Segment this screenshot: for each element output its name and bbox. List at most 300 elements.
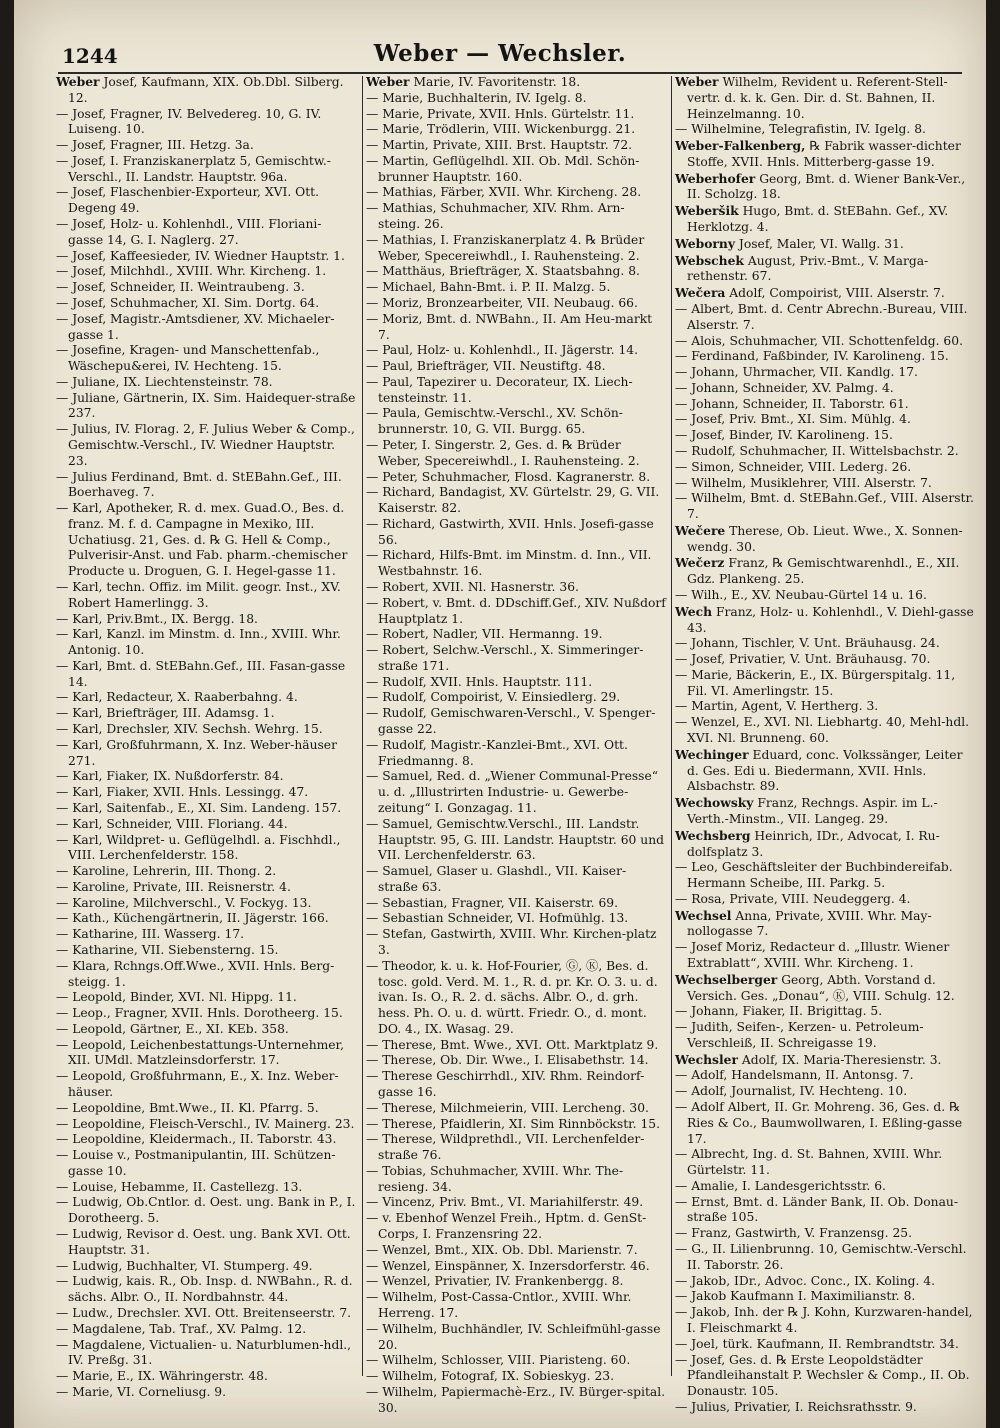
directory-entry [675,428,975,444]
directory-entry [675,491,975,523]
entry-text: — Karl, Apotheker, R. d. mex. Guad.O., Bes. d. franz. M. f. d. Campagne in Mexiko, III. Uchatiusg. 21, Ges. d. ℞ G. Hell & Comp., Pulverisir-Anst. und Fab. pharm.-chemischer Producte u. Droguen, G. I. Hegel-gasse 11. [56,501,348,579]
entry-text: — Karl, Briefträger, III. Adamsg. 1. [56,706,275,721]
entry-text: Hugo, Bmt. d. StEBahn. Gef., XV. Herklotzg. 4. [687,204,949,235]
directory-entry [366,438,666,470]
entry-surname: Weber [675,74,719,89]
entry-text: — Josef, I. Franziskanerplatz 5, Gemischtw.-Verschl., II. Landstr. Hauptstr. 96a. [56,153,331,184]
entry-text: — Johann, Fiaker, II. Brigittag. 5. [675,1004,883,1019]
entry-text: Adolf, IX. Maria-Theresienstr. 3. [737,1052,942,1067]
directory-entry [675,795,975,828]
directory-entry [56,880,356,896]
directory-entry [366,280,666,296]
entry-text: — Josef, Privatier, V. Unt. Bräuhausg. 70. [675,652,931,667]
directory-entry [675,860,975,892]
entry-text: — Josef, Schneider, II. Weintraubeng. 3. [56,280,305,295]
entry-text: — Katharine, III. Wasserg. 17. [56,927,245,942]
entry-text: — Rudolf, Schuhmacher, II. Wittelsbachstr. 2. [675,443,959,458]
directory-entry [56,1385,356,1401]
directory-entry [675,349,975,365]
directory-entry [56,817,356,833]
entry-text: Franz, Rechngs. Aspir. im L.-Verth.-Minstm., VII. Langeg. 29. [687,796,938,826]
directory-entry [366,927,666,959]
directory-entry [56,1148,356,1180]
entry-text: — Ludw., Drechsler. XVI. Ott. Breitenseerstr. 7. [56,1305,352,1320]
entry-text: — Johann, Schneider, XV. Palmg. 4. [675,380,894,395]
entry-surname: Weborny [675,235,735,251]
entry-text: — Adolf, Handelsmann, II. Antonsg. 7. [675,1068,914,1083]
entry-text: — Johann, Uhrmacher, VII. Kandlg. 17. [675,365,918,380]
entry-text: — v. Ebenhof Wenzel Freih., Hptm. d. GenSt-Corps, I. Franzensring 22. [366,1211,647,1242]
entry-text: — Marie, Trödlerin, VIII. Wickenburgg. 21. [366,122,636,137]
directory-entry [56,154,356,186]
entry-text: — Jakob, Inh. der ℞ J. Kohn, Kurzwaren-handel, I. Fleischmarkt 4. [675,1305,973,1335]
entry-text: — Josefine, Kragen- und Manschettenfab., Wäschepu&erei, IV. Hechteng. 15. [56,343,320,374]
entry-text: — Wilhelm, Musiklehrer, VIII. Alserstr. 7. [675,475,932,490]
entry-surname: Wečera [675,285,726,301]
entry-text: — Simon, Schneider, VIII. Lederg. 26. [675,459,912,474]
directory-entry [56,612,356,628]
entry-surname: Weber [56,74,100,89]
directory-entry [675,1195,975,1227]
entry-text: Heinrich, IDr., Advocat, I. Ru-dolfsplatz 3. [687,828,940,859]
entry-text: — Wilhelm, Bmt. d. StEBahn.Gef., VIII. Alserstr. 7. [675,491,974,522]
directory-entry [675,365,975,381]
directory-entry [56,107,356,139]
directory-entry [56,959,356,991]
directory-entry [675,74,975,122]
entry-text: — Josef, Fragner, IV. Belvedereg. 10, G. IV. Luiseng. 10. [56,106,322,137]
entry-surname: Weberhofer [675,170,756,186]
entry-text: — Samuel, Gemischtw.Verschl., III. Landstr. Hauptstr. 95, G. III. Landstr. Hauptstr. 60 und VII. Lerchenfelderstr. 63. [366,816,664,863]
directory-entry [675,412,975,428]
entry-text: — Marie, Buchhalterin, IV. Igelg. 8. [366,90,587,105]
entry-text: — Josef Moriz, Redacteur d. „Illustr. Wiener Extrablatt“, XVIII. Whr. Kircheng. 1. [675,940,950,970]
entry-text: — Katharine, VII. Siebensterng. 15. [56,942,279,957]
directory-entry [56,1369,356,1385]
directory-entry [56,375,356,391]
entry-text: — Josef, Milchhdl., XVIII. Whr. Kircheng. 1. [56,264,327,279]
directory-entry [675,523,975,556]
directory-entry [366,675,666,691]
entry-text: — Leopold, Leichenbestattungs-Unternehmer, XII. UMdl. Matzleinsdorferstr. 17. [56,1037,344,1068]
entry-text: — Tobias, Schuhmacher, XVIII. Whr. The-resieng. 34. [366,1163,624,1194]
entry-text: — Karl, Bmt. d. StEBahn.Gef., III. Fasan-gasse 14. [56,658,346,689]
entry-text: — Wenzel, Bmt., XIX. Ob. Dbl. Marienstr. 7. [366,1242,638,1257]
entry-text: — Sebastian, Fragner, VII. Kaiserstr. 69. [366,895,619,910]
directory-entry [366,185,666,201]
entry-surname: Wechsel [675,907,732,923]
entry-text: — Richard, Gastwirth, XVII. Hnls. Josefi-gasse 56. [366,516,654,547]
directory-entry [56,138,356,154]
entry-text: — Ludwig, Ob.Cntlor. d. Oest. ung. Bank in P., I. Dorotheerg. 5. [56,1195,356,1226]
page-number: 1244 [62,44,118,68]
directory-entry [56,690,356,706]
directory-entry [366,1353,666,1369]
entry-text: Anna, Private, XVIII. Whr. May-nollogasse 7. [687,908,932,939]
entry-surname: Wechinger [675,746,749,762]
entry-text: — Therese, Wildprethdl., VII. Lerchenfelder-straße 76. [366,1132,645,1163]
directory-entry [56,1180,356,1196]
entry-text: — Johann, Schneider, II. Taborstr. 61. [675,396,909,411]
directory-entry [675,940,975,972]
directory-entry [56,343,356,375]
entry-text: — Karl, Kanzl. im Minstm. d. Inn., XVIII. Whr. Antonig. 10. [56,627,341,658]
directory-entry [56,296,356,312]
directory-entry [675,1305,975,1337]
entry-text: — Klara, Rchngs.Off.Wwe., XVII. Hnls. Berg-steigg. 1. [56,958,335,989]
directory-entry [56,1227,356,1259]
directory-entry [675,397,975,413]
directory-entry [675,381,975,397]
entry-text: — Kath., Küchengärtnerin, II. Jägerstr. 166. [56,911,329,926]
directory-entry [366,359,666,375]
entry-text: — Josef, Flaschenbier-Exporteur, XVI. Ott. Degeng 49. [56,185,320,216]
entry-text: — Ernst, Bmt. d. Länder Bank, II. Ob. Donau-straße 105. [675,1194,958,1225]
entry-text: — Mathias, Färber, XVII. Whr. Kircheng. 28. [366,185,642,200]
directory-entry [366,1164,666,1196]
entry-text: — Leop., Fragner, XVII. Hnls. Dorotheerg. 15. [56,1006,343,1021]
directory-entry [675,1100,975,1147]
entry-text: — Josef, Fragner, III. Hetzg. 3a. [56,138,254,153]
entry-text: — Louise, Hebamme, II. Castellezg. 13. [56,1179,303,1194]
entry-text: — Karl, techn. Offiz. im Milit. geogr. Inst., XV. Robert Hamerlingg. 3. [56,580,341,610]
directory-entry [366,548,666,580]
directory-entry [366,769,666,816]
entry-text: — Alois, Schuhmacher, VII. Schottenfeldg. 60. [675,333,963,348]
directory-entry [56,217,356,249]
entry-text: — Therese, Milchmeierin, VIII. Lercheng. 30. [366,1100,649,1115]
directory-entry [366,343,666,359]
entry-text: — Juliane, Gärtnerin, IX. Sim. Haidequer-straße 237. [56,390,356,421]
directory-entry [675,747,975,795]
entry-text: — Ludwig, Buchhalter, VI. Stumperg. 49. [56,1258,313,1273]
entry-text: — Vincenz, Priv. Bmt., VI. Mariahilferstr. 49. [366,1195,644,1210]
directory-entry [56,738,356,770]
entry-text: — Wilhelm, Schlosser, VIII. Piaristeng. 60. [366,1353,631,1368]
entry-text: — Mathias, I. Franziskanerplatz 4. ℞ Brüder Weber, Specereiwhdl., I. Rauhensteing. 2. [366,232,645,263]
entry-text: — Martin, Agent, V. Hertherg. 3. [675,699,879,714]
directory-entry [56,74,356,107]
directory-entry [56,1259,356,1275]
directory-entry [56,864,356,880]
entry-text: Josef, Kaufmann, XIX. Ob.Dbl. Silberg. 12. [68,75,344,105]
entry-text: — Leopold, Gärtner, E., XI. KEb. 358. [56,1021,289,1036]
entry-text: — Josef, Magistr.-Amtsdiener, XV. Michaeler-gasse 1. [56,311,335,342]
directory-entry [366,201,666,233]
entry-text: — Josef, Ges. d. ℞ Erste Leopoldstädter Pfandleihanstalt P. Wechsler & Comp., II. Ob. Donaustr. 105. [675,1352,970,1399]
directory-entry [675,652,975,668]
directory-entry [56,1101,356,1117]
entry-surname: Wechselberger [675,971,778,987]
directory-entry [56,911,356,927]
directory-entry [366,1053,666,1069]
entry-text: — Franz, Gastwirth, V. Franzensg. 25. [675,1226,913,1241]
directory-entry [56,1195,356,1227]
entry-text: — Louise v., Postmanipulantin, III. Schützen-gasse 10. [56,1148,336,1178]
entry-text: — Robert, Selchw.-Verschl., X. Simmeringer-straße 171. [366,643,644,673]
entry-text: — Marie, Bäckerin, E., IX. Bürgerspitalg. 11, Fil. VI. Amerlingstr. 15. [675,667,956,698]
entry-text: — Martin, Geflügelhdl. XII. Ob. Mdl. Schön-brunner Hauptstr. 160. [366,153,640,184]
entry-text: — Albert, Bmt. d. Centr Abrechn.-Bureau, VIII. Alserstr. 7. [675,301,968,332]
directory-entry [366,1290,666,1322]
directory-entry [366,91,666,107]
entry-surname: Wech [675,603,713,619]
entry-text: — Therese Geschirrhdl., XIV. Rhm. Reindorf-gasse 16. [366,1069,645,1099]
entry-text: — Wilhelmine, Telegrafistin, IV. Igelg. 8. [675,122,926,137]
directory-entry [56,785,356,801]
directory-entry [366,1195,666,1211]
entry-text: August, Priv.-Bmt., V. Marga-rethenstr. 67. [687,253,929,284]
directory-entry [675,715,975,747]
entry-text: — Karl, Drechsler, XIV. Sechsh. Wehrg. 15. [56,722,323,737]
directory-entry [366,580,666,596]
entry-text: — Karoline, Private, III. Reisnerstr. 4. [56,879,291,894]
directory-entry [56,1006,356,1022]
directory-entry [675,1084,975,1100]
directory-entry [56,470,356,502]
entry-text: Adolf, Compoirist, VIII. Alserstr. 7. [725,286,945,301]
directory-entry [56,833,356,865]
entry-text: — Moriz, Bmt. d. NWBahn., II. Am Heu-markt 7. [366,311,653,342]
directory-entry [56,1038,356,1070]
directory-entry [56,896,356,912]
directory-entry [366,1038,666,1054]
entry-text: — Rosa, Private, VIII. Neudeggerg. 4. [675,891,911,906]
directory-entry [675,828,975,861]
entry-text: ℞ Fabrik wasser-dichter Stoffe, XVII. Hnls. Mitterberg-gasse 19. [687,139,961,169]
entry-text: — Wenzel, Einspänner, X. Inzersdorferstr. 46. [366,1258,650,1273]
entry-text: — Karl, Wildpret- u. Geflügelhdl. a. Fischhdl., VIII. Lerchenfelderstr. 158. [56,832,341,863]
directory-column-1 [56,74,356,1399]
entry-text: — Samuel, Red. d. „Wiener Communal-Presse“ u. d. „Illustrirten Industrie- u. Gewerbe-zeitung“ I. Gonzagag. 11. [366,769,659,815]
column-divider [362,76,363,1376]
entry-text: — Adolf, Journalist, IV. Hechteng. 10. [675,1084,908,1099]
directory-entry [675,892,975,908]
directory-entry [675,302,975,334]
directory-entry [56,659,356,691]
entry-text: — Josef, Priv. Bmt., XI. Sim. Mühlg. 4. [675,412,911,427]
directory-entry [675,1289,975,1305]
directory-entry [366,959,666,1038]
directory-entry [56,312,356,344]
entry-surname: Webschek [675,252,744,268]
entry-text: — Rudolf, Compoirist, V. Einsiedlerg. 29. [366,690,621,705]
entry-surname: Weber [366,74,410,89]
entry-text: — Karl, Großfuhrmann, X. Inz. Weber-häuser 271. [56,737,337,768]
entry-text: — Paul, Holz- u. Kohlenhdl., II. Jägerstr. 14. [366,343,639,358]
directory-entry [675,1274,975,1290]
entry-text: — G., II. Lilienbrunng. 10, Gemischtw.-Verschl. II. Taborstr. 26. [675,1242,967,1272]
entry-text: — Ferdinand, Faßbinder, IV. Karolineng. 15. [675,349,949,364]
directory-entry [366,1132,666,1164]
directory-entry [56,249,356,265]
directory-entry [675,908,975,941]
directory-entry [675,636,975,652]
directory-entry [56,391,356,423]
entry-text: Georg, Bmt. d. Wiener Bank-Ver., II. Scholzg. 18. [687,171,966,202]
directory-entry [366,1101,666,1117]
directory-entry [366,690,666,706]
entry-surname: Wechowsky [675,795,754,811]
entry-text: — Ludwig, Revisor d. Oest. ung. Bank XVI. Ott. Hauptstr. 31. [56,1227,351,1257]
directory-entry [366,706,666,738]
entry-text: — Matthäus, Briefträger, X. Staatsbahng. 8. [366,264,640,279]
directory-entry [675,699,975,715]
directory-entry [56,627,356,659]
directory-entry [56,1132,356,1148]
entry-surname: Weberšik [675,203,739,219]
entry-text: — Magdalene, Victualien- u. Naturblumen-hdl., IV. Preßg. 31. [56,1337,352,1368]
column-divider [671,76,672,1376]
directory-entry [366,1274,666,1290]
directory-entry [56,1022,356,1038]
entry-text: — Adolf Albert, II. Gr. Mohreng. 36, Ges. d. ℞ Ries & Co., Baumwollwaren, I. Eßling-gasse 17. [675,1100,963,1146]
entry-text: — Marie, VI. Corneliusg. 9. [56,1384,226,1399]
directory-entry [675,555,975,588]
entry-text: — Judith, Seifen-, Kerzen- u. Petroleum-Verschleiß, II. Schreigasse 19. [675,1020,924,1050]
directory-entry [366,596,666,628]
entry-text: — Samuel, Glaser u. Glashdl., VII. Kaiser-straße 63. [366,864,627,894]
entry-text: — Amalie, I. Landesgerichtsstr. 6. [675,1178,886,1193]
entry-text: — Theodor, k. u. k. Hof-Fourier, Ⓖ, Ⓚ, Bes. d. tosc. gold. Verd. M. 1., R. d. pr. Kr. O. 3. u. d. ivan. Is. O., R. 2. d. sächs. Albr. O., d. grh. hess. Ph. O. u. d. württ. Friedr. O., d. mont. DO. 4., IX. Wasag. 29. [366,958,658,1036]
directory-entry [366,643,666,675]
directory-entry [366,627,666,643]
entry-text: — Karoline, Lehrerin, III. Thong. 2. [56,864,277,879]
entry-text: Wilhelm, Revident u. Referent-Stell-vertr. d. k. k. Gen. Dir. d. St. Bahnen, II. Heinzelmanng. 10. [687,75,948,121]
entry-text: — Juliane, IX. Liechtensteinstr. 78. [56,374,273,389]
directory-entry [366,264,666,280]
entry-surname: Wechsler [675,1051,738,1067]
entry-text: — Paul, Tapezirer u. Decorateur, IX. Liech-tensteinstr. 11. [366,374,633,405]
entry-text: — Karl, Saitenfab., E., XI. Sim. Landeng. 157. [56,800,342,815]
directory-entry [675,1242,975,1274]
directory-entry [366,738,666,770]
entry-text: — Julius, IV. Florag. 2, F. Julius Weber & Comp., Gemischtw.-Verschl., IV. Wiedner Hauptstr. 23. [56,422,355,468]
directory-entry [675,236,975,253]
entry-surname: Weber-Falkenberg, [675,138,806,154]
directory-entry [366,911,666,927]
directory-entry [675,444,975,460]
directory-entry [366,517,666,549]
entry-text: — Moriz, Bronzearbeiter, VII. Neubaug. 66. [366,295,638,310]
directory-entry [366,1385,666,1417]
directory-entry [675,1147,975,1179]
entry-text: — Jakob Kaufmann I. Maximilianstr. 8. [675,1289,916,1304]
entry-text: — Marie, E., IX. Währingerstr. 48. [56,1369,268,1384]
entry-text: — Karl, Schneider, VIII. Floriang. 44. [56,816,288,831]
entry-text: — Martin, Private, XIII. Brst. Hauptstr. 72. [366,138,633,153]
entry-surname: Wečerz [675,555,725,571]
directory-column-2 [366,74,666,1415]
entry-text: — Karl, Fiaker, IX. Nußdorferstr. 84. [56,769,284,784]
directory-entry [675,476,975,492]
entry-text: — Julius, Privatier, I. Reichsrathsstr. 9. [675,1399,917,1414]
directory-entry [675,334,975,350]
directory-entry [56,722,356,738]
directory-entry [366,138,666,154]
entry-text: — Rudolf, Magistr.-Kanzlei-Bmt., XVI. Ott. Friedmanng. 8. [366,737,628,768]
entry-text: — Ludwig, kais. R., Ob. Insp. d. NWBahn., R. d. sächs. Albr. O., II. Nordbahnstr. 44. [56,1274,353,1305]
directory-page [14,0,986,1428]
entry-text: — Albrecht, Ing. d. St. Bahnen, XVIII. Whr. Gürtelstr. 11. [675,1147,943,1178]
entry-text: — Leopoldine, Bmt.Wwe., II. Kl. Pfarrg. 5. [56,1100,319,1115]
entry-text: Therese, Ob. Lieut. Wwe., X. Sonnen-wendg. 30. [687,523,963,554]
entry-text: — Peter, Schuhmacher, Flosd. Kagranerstr. 8. [366,469,651,484]
entry-text: — Marie, Private, XVII. Hnls. Gürtelstr. 11. [366,106,635,121]
directory-entry [366,1117,666,1133]
directory-entry [56,706,356,722]
entry-text: — Robert, XVII. Nl. Hasnerstr. 36. [366,580,579,594]
directory-entry [56,280,356,296]
entry-text: — Wilhelm, Papiermachè-Erz., IV. Bürger-spital. 30. [366,1384,666,1415]
page-title: Weber — Wechsler. [373,40,627,67]
entry-text: — Leopold, Großfuhrmann, E., X. Inz. Weber-häuser. [56,1069,339,1099]
directory-entry [675,1226,975,1242]
entry-text: — Leopoldine, Fleisch-Verschl., IV. Mainerg. 23. [56,1116,355,1131]
directory-entry [675,253,975,286]
entry-text: — Therese, Ob. Dir. Wwe., I. Elisabethstr. 14. [366,1053,649,1068]
entry-text: — Wenzel, Privatier, IV. Frankenbergg. 8. [366,1274,624,1289]
directory-entry [366,107,666,123]
directory-entry [675,285,975,302]
entry-text: — Rudolf, XVII. Hnls. Hauptstr. 111. [366,674,593,689]
directory-entry [675,460,975,476]
directory-entry [366,233,666,265]
entry-text: — Richard, Bandagist, XV. Gürtelstr. 29, G. VII. Kaiserstr. 82. [366,485,660,516]
entry-text: — Josef, Kaffeesieder, IV. Wiedner Hauptstr. 1. [56,248,345,263]
directory-entry [56,422,356,469]
directory-entry [675,668,975,700]
entry-text: — Josef, Binder, IV. Karolineng. 15. [675,428,893,443]
directory-entry [366,470,666,486]
entry-text: — Sebastian Schneider, VI. Hofmühlg. 13. [366,911,629,926]
entry-text: — Leopoldine, Kleidermach., II. Taborstr. 43. [56,1132,337,1147]
directory-entry [56,501,356,580]
entry-text: — Julius Ferdinand, Bmt. d. StEBahn.Gef., III. Boerhaveg. 7. [56,469,342,500]
directory-entry [675,203,975,236]
directory-entry [366,1243,666,1259]
entry-text: Eduard, conc. Volkssänger, Leiter d. Ges. Edi u. Biedermann, XVII. Hnls. Alsbachstr. 89. [687,747,963,794]
directory-entry [56,927,356,943]
directory-entry [675,171,975,204]
directory-entry [56,264,356,280]
directory-entry [366,375,666,407]
entry-text: Franz, ℞ Gemischtwarenhdl., E., XII. Gdz. Plankeng. 25. [687,556,960,587]
directory-entry [675,1068,975,1084]
directory-entry [56,580,356,612]
directory-entry [366,406,666,438]
directory-entry [56,1274,356,1306]
directory-entry [366,1369,666,1385]
entry-text: — Leo, Geschäftsleiter der Buchbindereifab. Hermann Scheibe, III. Parkg. 5. [675,860,953,891]
directory-entry [56,990,356,1006]
directory-entry [56,769,356,785]
entry-text: — Wilhelm, Fotograf, IX. Sobieskyg. 23. [366,1369,615,1384]
entry-text: Josef, Maler, VI. Wallg. 31. [735,236,904,251]
entry-text: — Wilh., E., XV. Neubau-Gürtel 14 u. 16. [675,588,927,602]
entry-text: — Wenzel, E., XVI. Nl. Liebhartg. 40, Mehl-hdl. XVI. Nl. Brunneng. 60. [675,715,970,746]
entry-text: — Karl, Redacteur, X. Raaberbahng. 4. [56,690,298,705]
entry-text: — Joel, türk. Kaufmann, II. Rembrandtstr. 34. [675,1336,959,1351]
entry-text: — Paula, Gemischtw.-Verschl., XV. Schön-brunnerstr. 10, G. VII. Burgg. 65. [366,406,623,437]
directory-entry [675,138,975,171]
entry-text: — Therese, Pfaidlerin, XI. Sim Rinnböckstr. 15. [366,1116,661,1131]
directory-column-3 [675,74,975,1414]
directory-entry [675,1400,975,1416]
entry-text: — Johann, Tischler, V. Unt. Bräuhausg. 24. [675,636,940,651]
directory-entry [675,604,975,637]
directory-entry [56,1322,356,1338]
